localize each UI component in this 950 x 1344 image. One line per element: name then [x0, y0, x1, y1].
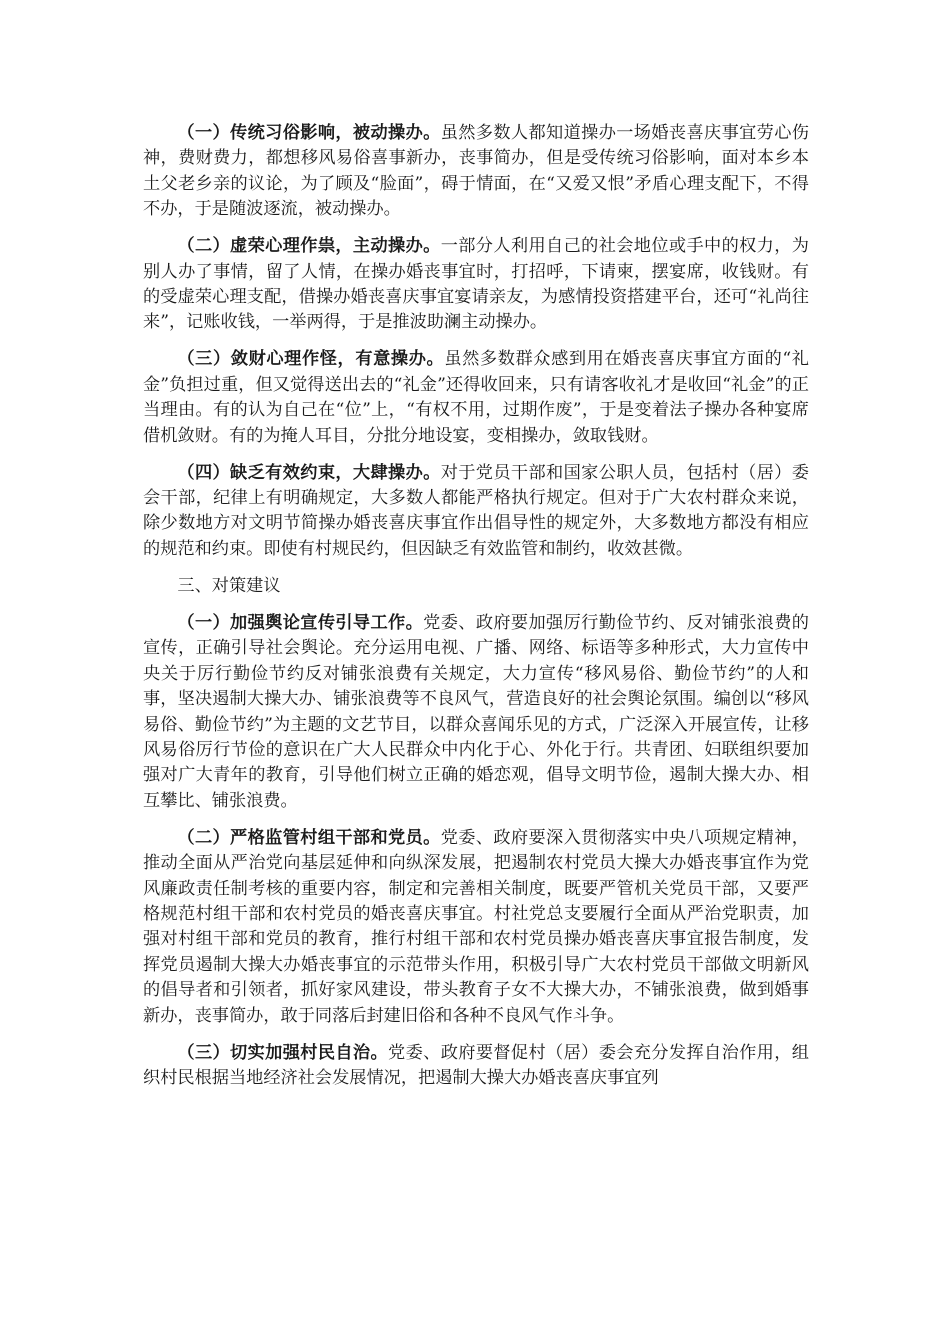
paragraph-1 [143, 121, 809, 223]
paragraph-5-lead: （一）加强舆论宣传引导工作。 [177, 612, 424, 633]
document-page [143, 121, 809, 1103]
paragraph-1-text: 虽然多数人都知道操办一场婚丧喜庆事宜劳心伤神，费财费力，都想移风易俗喜事新办，丧事简办，但是受传统习俗影响，面对本乡本土父老乡亲的议论，为了顾及“脸面”，碍于情面，在“又爱又恨”矛盾心理支配下，不得不办，于是随波逐流，被动操办。 [143, 123, 809, 220]
paragraph-1-lead: （一）传统习俗影响，被动操办。 [177, 123, 441, 143]
paragraph-7 [143, 1041, 809, 1092]
paragraph-3 [143, 347, 809, 449]
paragraph-6-text: 党委、政府要深入贯彻落实中央八项规定精神，推动全面从严治党向基层延伸和向纵深发展，把遏制农村党员大操大办婚丧事宜作为党风廉政责任制考核的重要内容，制定和完善相关制度，既要严管机关党员干部，又要严格规范村组干部和农村党员的婚丧喜庆事宜。村社党总支要履行全面从严治党职责，加强对村组干部和党员的教育，推行村组干部和农村党员操办婚丧喜庆事宜报告制度，发挥党员遏制大操大办婚丧事宜的示范带头作用，积极引导广大农村党员干部做文明新风的倡导者和引领者，抓好家风建设，带头教育子女不大操大办，不铺张浪费，做到婚事新办，丧事简办，敢于同落后封建旧俗和各种不良风气作斗争。 [143, 827, 809, 1026]
paragraph-6 [143, 826, 809, 1029]
paragraph-3-text: 虽然多数群众感到用在婚丧喜庆事宜方面的“礼金”负担过重，但又觉得送出去的“礼金”还得收回来，只有请客收礼才是收回“礼金”的正当理由。有的认为自己在“位”上，“有权不用，过期作废”，于是变着法子操办各种宴席借机敛财。有的为掩人耳目，分批分地设宴，变相操办，敛取钱财。 [143, 349, 809, 446]
paragraph-2 [143, 234, 809, 336]
paragraph-2-lead: （二）虚荣心理作祟，主动操办。 [177, 236, 441, 257]
paragraph-6-lead: （二）严格监管村组干部和党员。 [177, 827, 441, 848]
paragraph-4-lead: （四）缺乏有效约束，大肆操办。 [177, 462, 441, 483]
paragraph-4 [143, 461, 809, 563]
paragraph-2-text: 一部分人利用自己的社会地位或手中的权力，为别人办了事情，留了人情，在操办婚丧事宜时，打招呼，下请柬，摆宴席，收钱财。有的受虚荣心理支配，借操办婚丧喜庆事宜宴请亲友，为感情投资搭建平台，还可“礼尚往来”，记账收钱，一举两得，于是推波助澜主动操办。 [143, 236, 809, 333]
paragraph-7-lead: （三）切实加强村民自治。 [177, 1042, 389, 1063]
paragraph-3-lead: （三）敛财心理作怪，有意操办。 [177, 349, 445, 370]
paragraph-7-text: 党委、政府要督促村（居）委会充分发挥自治作用，组织村民根据当地经济社会发展情况，把遏制大操大办婚丧喜庆事宜列 [143, 1042, 809, 1088]
paragraph-5-text: 党委、政府要加强厉行勤俭节约、反对铺张浪费的宣传，正确引导社会舆论。充分运用电视、广播、网络、标语等多种形式，大力宣传中央关于厉行勤俭节约反对铺张浪费有关规定，大力宣传“移风易俗、勤俭节约”的人和事，坚决遏制大操大办、铺张浪费等不良风气，营造良好的社会舆论氛围。编创以“移风易俗、勤俭节约”为主题的文艺节目，以群众喜闻乐见的方式，广泛深入开展宣传，让移风易俗厉行节俭的意识在广大人民群众中内化于心、外化于行。共青团、妇联组织要加强对广大青年的教育，引导他们树立正确的婚恋观，倡导文明节俭，遏制大操大办、相互攀比、铺张浪费。 [143, 612, 809, 811]
paragraph-4-text: 对于党员干部和国家公职人员，包括村（居）委会干部，纪律上有明确规定，大多数人都能严格执行规定。但对于广大农村群众来说，除少数地方对文明节简操办婚丧喜庆事宜作出倡导性的规定外，大多数地方都没有相应的规范和约束。即使有村规民约，但因缺乏有效监管和制约，收效甚微。 [143, 462, 809, 559]
section-heading: 三、对策建议 [177, 575, 281, 596]
paragraph-5 [143, 611, 809, 814]
